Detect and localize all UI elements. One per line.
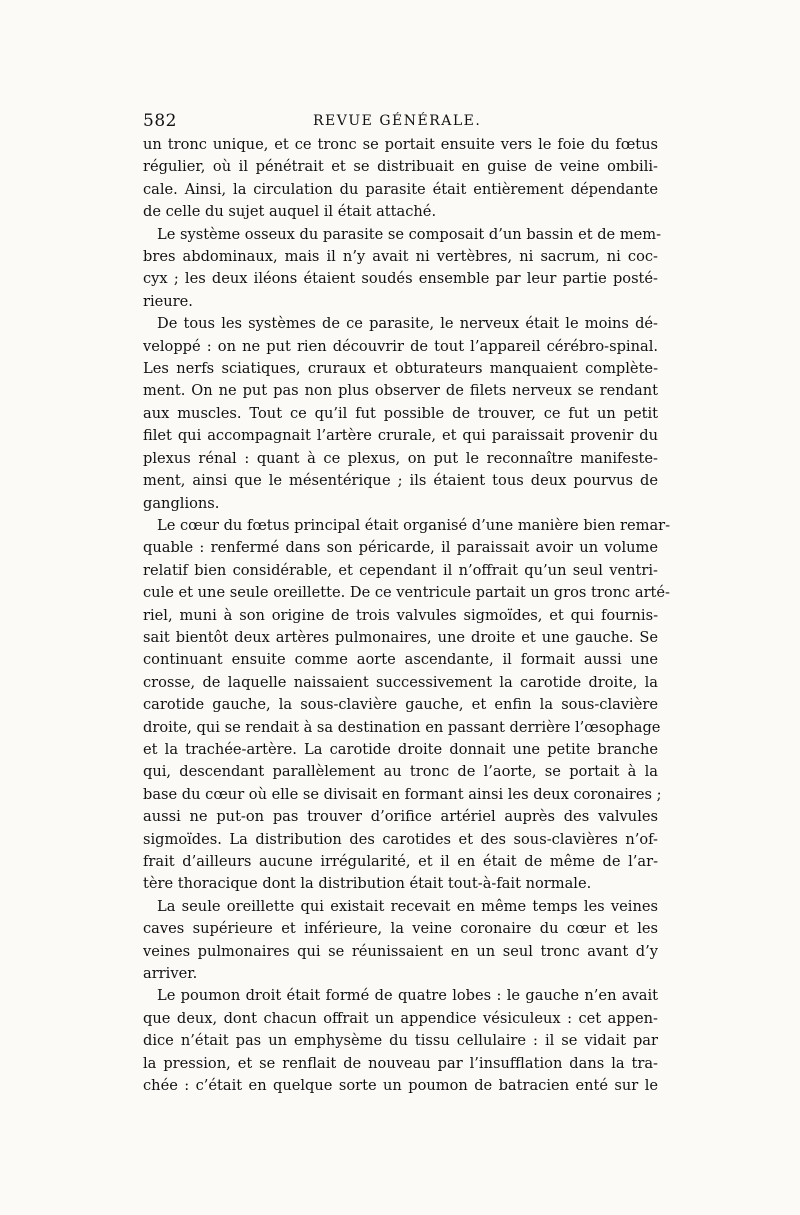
text-line: base du cœur où elle se divisait en formant ainsi les deux coronaires ; <box>143 785 662 803</box>
text-line: Le poumon droit était formé de quatre lobes : le gauche n’en avait <box>157 987 658 1005</box>
text-line: cyx ; les deux iléons étaient soudés ensemble par leur partie posté- <box>143 270 658 288</box>
text-line: ment. On ne put pas non plus observer de filets nerveux se rendant <box>143 382 658 400</box>
text-line: ment, ainsi que le mésentérique ; ils étaient tous deux pourvus de <box>143 472 658 490</box>
text-line: De tous les systèmes de ce parasite, le nerveux était le moins dé- <box>157 315 658 333</box>
text-line: arriver. <box>143 965 198 983</box>
text-line: Le cœur du fœtus principal était organisé d’une manière bien remar- <box>157 516 671 534</box>
text-line: plexus rénal : quant à ce plexus, on put le reconnaître manifeste- <box>143 449 658 467</box>
text-line: ganglions. <box>143 494 220 512</box>
running-head: REVUE GÉNÉRALE. <box>313 113 482 129</box>
text-line: rieure. <box>143 292 193 310</box>
text-line: quable : renfermé dans son péricarde, il paraissait avoir un volume <box>143 539 658 557</box>
text-line: veloppé : on ne put rien découvrir de tout l’appareil cérébro-spinal. <box>143 337 658 355</box>
text-line: sigmoïdes. La distribution des carotides et des sous-clavières n’of- <box>143 830 658 848</box>
text-line: tère thoracique dont la distribution était tout-à-fait normale. <box>143 875 592 893</box>
text-line: aussi ne put-on pas trouver d’orifice artériel auprès des valvules <box>143 808 658 826</box>
page-header <box>143 108 658 134</box>
text-line: et la trachée-artère. La carotide droite donnait une petite branche <box>143 740 658 758</box>
text-line: chée : c’était en quelque sorte un poumon de batracien enté sur le <box>143 1077 658 1095</box>
text-line: Le système osseux du parasite se composait d’un bassin et de mem- <box>157 225 662 243</box>
text-line: continuant ensuite comme aorte ascendante, il formait aussi une <box>143 651 658 669</box>
page-number: 582 <box>143 111 177 131</box>
text-line: caves supérieure et inférieure, la veine coronaire du cœur et les <box>143 920 658 938</box>
body-text <box>143 134 671 1097</box>
text-line: dice n’était pas un emphysème du tissu cellulaire : il se vidait par <box>143 1032 658 1050</box>
text-line: aux muscles. Tout ce qu’il fut possible de trouver, ce fut un petit <box>143 404 658 422</box>
text-line: bres abdominaux, mais il n’y avait ni vertèbres, ni sacrum, ni coc- <box>143 248 658 266</box>
text-line: qui, descendant parallèlement au tronc de l’aorte, se portait à la <box>143 763 658 781</box>
text-line: un tronc unique, et ce tronc se portait ensuite vers le foie du fœtus <box>143 136 658 153</box>
text-line: la pression, et se renflait de nouveau par l’insufflation dans la tra- <box>143 1054 658 1072</box>
text-line: veines pulmonaires qui se réunissaient en un seul tronc avant d’y <box>143 942 658 960</box>
text-line: cale. Ainsi, la circulation du parasite était entièrement dépendante <box>143 180 658 198</box>
text-line: Les nerfs sciatiques, cruraux et obturateurs manquaient complète- <box>143 360 658 378</box>
text-line: relatif bien considérable, et cependant il n’offrait qu’un seul ventri- <box>143 561 658 579</box>
text-line: frait d’ailleurs aucune irrégularité, et il en était de même de l’ar- <box>143 853 658 870</box>
text-line: carotide gauche, la sous-clavière gauche, et enfin la sous-clavière <box>143 696 658 714</box>
text-line: crosse, de laquelle naissaient successivement la carotide droite, la <box>143 673 658 691</box>
text-line: régulier, où il pénétrait et se distribuait en guise de veine ombili- <box>143 158 658 176</box>
text-line: de celle du sujet auquel il était attaché. <box>143 203 437 221</box>
text-line: sait bientôt deux artères pulmonaires, une droite et une gauche. Se <box>143 628 658 646</box>
text-line: riel, muni à son origine de trois valvules sigmoïdes, et qui fournis- <box>143 606 658 624</box>
text-line: droite, qui se rendait à sa destination en passant derrière l’œsophage <box>143 718 661 736</box>
page-content <box>143 108 671 1097</box>
text-line: La seule oreillette qui existait recevait en même temps les veines <box>157 897 658 915</box>
text-line: filet qui accompagnait l’artère crurale, et qui paraissait provenir du <box>143 427 658 445</box>
text-line: cule et une seule oreillette. De ce ventricule partait un gros tronc arté- <box>143 584 670 602</box>
text-line: que deux, dont chacun offrait un appendice vésiculeux : cet appen- <box>143 1009 658 1027</box>
